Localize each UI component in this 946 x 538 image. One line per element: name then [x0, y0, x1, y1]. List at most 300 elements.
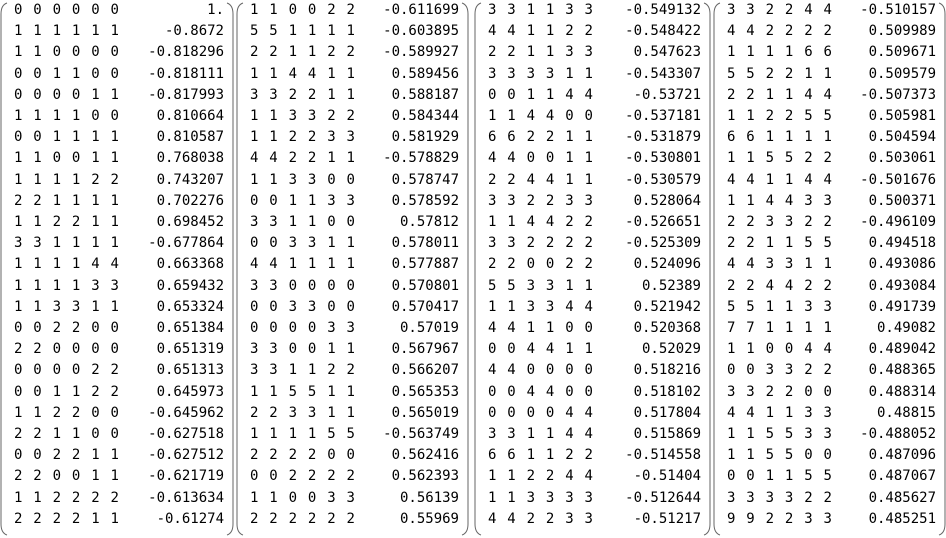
value-cell: -0.525309: [625, 235, 701, 252]
index-cell: 3: [269, 362, 278, 379]
value-cell: 0.485627: [868, 489, 936, 506]
matrix-block-1: [0, 0, 234, 538]
value-cell: 0.645973: [156, 383, 224, 400]
index-cell: 2: [784, 2, 794, 18]
index-cell: 4: [584, 298, 593, 315]
index-cell: 0: [288, 2, 298, 18]
index-cell: 1: [91, 23, 100, 40]
index-cell: 2: [33, 192, 42, 209]
index-cell: 1: [33, 404, 42, 421]
index-cell: 2: [545, 510, 555, 527]
index-cell: 4: [565, 86, 574, 103]
index-cell: 3: [784, 256, 794, 273]
index-cell: 1: [250, 65, 259, 82]
index-cell: 0: [250, 298, 259, 315]
index-cell: 5: [746, 298, 755, 315]
index-cell: 3: [507, 426, 516, 442]
index-cell: 2: [565, 447, 574, 464]
index-cell: 1: [346, 341, 355, 358]
matrix-row: [236, 466, 469, 487]
index-cell: 1: [346, 235, 355, 252]
index-cell: 0: [288, 489, 298, 506]
index-cell: 1: [526, 426, 536, 442]
index-cell: 1: [545, 44, 555, 61]
index-cell: 0: [307, 2, 317, 18]
index-cell: 3: [250, 362, 259, 379]
index-cell: 4: [545, 341, 555, 358]
matrix-row: [474, 42, 711, 63]
index-cell: 2: [545, 235, 555, 252]
matrix-row: [0, 509, 234, 530]
matrix-row: [713, 318, 946, 339]
index-cell: 2: [727, 277, 736, 294]
index-cell: 0: [507, 383, 516, 400]
index-cell: 5: [746, 65, 755, 82]
index-cell: 5: [784, 426, 794, 442]
index-cell: 2: [307, 447, 317, 464]
index-cell: 2: [784, 108, 794, 124]
value-cell: 0.521942: [633, 298, 701, 315]
index-cell: 0: [14, 383, 23, 400]
matrix-row: [713, 42, 946, 63]
matrix-row: [236, 191, 469, 212]
matrix-row: [474, 21, 711, 42]
value-cell: -0.589927: [383, 44, 459, 61]
matrix-row: [713, 21, 946, 42]
index-cell: 3: [804, 510, 813, 527]
matrix-row: [236, 127, 469, 148]
matrix-row: [713, 106, 946, 127]
index-cell: 4: [91, 256, 100, 273]
index-cell: 2: [52, 320, 62, 336]
index-cell: 2: [765, 510, 775, 527]
index-cell: 3: [565, 2, 574, 18]
index-cell: 1: [727, 341, 736, 358]
matrix-row: [236, 403, 469, 424]
index-cell: 0: [584, 383, 593, 400]
index-cell: 1: [545, 320, 555, 336]
matrix-row: [0, 445, 234, 466]
value-cell: 0.488314: [868, 383, 936, 400]
index-cell: 1: [565, 129, 574, 146]
index-cell: 4: [584, 426, 593, 442]
matrix-row: [713, 254, 946, 275]
index-cell: 1: [545, 23, 555, 40]
index-cell: 3: [746, 489, 755, 506]
index-cell: 2: [14, 341, 23, 358]
index-cell: 1: [288, 192, 298, 209]
index-cell: 0: [288, 320, 298, 336]
value-cell: 0.493086: [868, 256, 936, 273]
index-cell: 6: [823, 44, 832, 61]
index-cell: 5: [784, 150, 794, 167]
index-cell: 0: [14, 86, 23, 103]
index-cell: 3: [584, 510, 593, 527]
index-cell: 1: [250, 171, 259, 188]
value-cell: -0.531879: [625, 129, 701, 146]
value-cell: 0.810587: [156, 129, 224, 146]
index-cell: 2: [488, 44, 497, 61]
value-cell: -0.548422: [625, 23, 701, 40]
matrix-row: [236, 254, 469, 275]
index-cell: 1: [584, 277, 593, 294]
index-cell: 1: [71, 277, 81, 294]
index-cell: 4: [507, 362, 516, 379]
index-cell: 1: [33, 277, 42, 294]
index-cell: 3: [804, 426, 813, 442]
value-cell: 0.588187: [391, 86, 459, 103]
index-cell: 1: [307, 214, 317, 230]
index-cell: 3: [327, 192, 336, 209]
index-cell: 2: [507, 256, 516, 273]
index-cell: 1: [52, 192, 62, 209]
index-cell: 3: [488, 2, 497, 18]
value-cell: 0.589456: [391, 65, 459, 82]
value-cell: 0.547623: [633, 44, 701, 61]
index-cell: 0: [307, 489, 317, 506]
index-cell: 0: [110, 341, 119, 358]
index-cell: 4: [526, 383, 536, 400]
value-cell: 0.577887: [391, 256, 459, 273]
index-cell: 2: [327, 468, 336, 485]
index-cell: 1: [746, 44, 755, 61]
index-cell: 2: [71, 489, 81, 506]
index-cell: 2: [288, 468, 298, 485]
index-cell: 3: [823, 426, 832, 442]
matrix-row: [713, 127, 946, 148]
index-cell: 0: [565, 383, 574, 400]
index-cell: 4: [545, 108, 555, 124]
index-cell: 1: [507, 108, 516, 124]
index-cell: 0: [110, 320, 119, 336]
value-cell: -0.530579: [625, 171, 701, 188]
value-cell: 0.503061: [868, 150, 936, 167]
matrix-row: [0, 382, 234, 403]
index-cell: 2: [14, 192, 23, 209]
index-cell: 3: [71, 298, 81, 315]
value-cell: -0.514558: [625, 447, 701, 464]
index-cell: 2: [823, 23, 832, 40]
index-cell: 2: [327, 2, 336, 18]
index-cell: 0: [52, 362, 62, 379]
index-cell: 3: [346, 489, 355, 506]
value-cell: 0.520368: [633, 320, 701, 336]
index-cell: 0: [91, 65, 100, 82]
index-cell: 1: [110, 150, 119, 167]
index-cell: 1: [765, 129, 775, 146]
matrix-row: [474, 360, 711, 381]
index-cell: 5: [804, 235, 813, 252]
matrix-row: [713, 148, 946, 169]
matrix-row: [0, 148, 234, 169]
value-cell: 0.565019: [391, 404, 459, 421]
index-cell: 1: [52, 23, 62, 40]
index-cell: 0: [14, 65, 23, 82]
index-cell: 1: [784, 468, 794, 485]
index-cell: 1: [110, 298, 119, 315]
index-cell: 2: [288, 150, 298, 167]
index-cell: 1: [288, 44, 298, 61]
index-cell: 0: [545, 256, 555, 273]
index-cell: 1: [250, 426, 259, 442]
index-cell: 0: [307, 341, 317, 358]
matrix-row: [474, 382, 711, 403]
index-cell: 3: [746, 2, 755, 18]
index-cell: 1: [14, 23, 23, 40]
value-cell: 0.505981: [868, 108, 936, 124]
index-cell: 0: [110, 2, 119, 18]
index-cell: 1: [91, 235, 100, 252]
index-cell: 4: [584, 86, 593, 103]
index-cell: 1: [91, 447, 100, 464]
index-cell: 3: [307, 171, 317, 188]
index-cell: 1: [526, 320, 536, 336]
index-cell: 1: [823, 256, 832, 273]
value-cell: -0.563749: [383, 426, 459, 442]
index-cell: 1: [584, 65, 593, 82]
matrix-row: [713, 339, 946, 360]
index-cell: 2: [584, 256, 593, 273]
index-cell: 2: [33, 426, 42, 442]
index-cell: 0: [346, 171, 355, 188]
index-cell: 1: [804, 256, 813, 273]
index-cell: 2: [584, 447, 593, 464]
value-cell: 0.509579: [868, 65, 936, 82]
index-cell: 1: [14, 214, 23, 230]
matrix-row: [713, 466, 946, 487]
index-cell: 4: [507, 23, 516, 40]
matrix-row: [0, 21, 234, 42]
matrix-block-2: [236, 0, 469, 538]
matrix-row: [0, 297, 234, 318]
index-cell: 3: [269, 214, 278, 230]
index-cell: 3: [14, 235, 23, 252]
index-cell: 1: [488, 468, 497, 485]
index-cell: 3: [288, 404, 298, 421]
value-cell: -0.496109: [860, 214, 936, 230]
index-cell: 3: [565, 192, 574, 209]
matrix-row: [236, 21, 469, 42]
index-cell: 0: [346, 298, 355, 315]
matrix-row: [236, 488, 469, 509]
index-cell: 3: [288, 235, 298, 252]
index-cell: 2: [346, 108, 355, 124]
index-cell: 4: [526, 341, 536, 358]
matrix-row: [474, 318, 711, 339]
matrix-row: [236, 276, 469, 297]
index-cell: 0: [488, 404, 497, 421]
matrix-row: [474, 64, 711, 85]
index-cell: 4: [804, 171, 813, 188]
value-cell: -0.510157: [860, 2, 936, 18]
index-cell: 1: [250, 383, 259, 400]
index-cell: 3: [727, 383, 736, 400]
value-cell: 0.528064: [633, 192, 701, 209]
index-cell: 4: [545, 171, 555, 188]
index-cell: 3: [823, 404, 832, 421]
index-cell: 1: [565, 341, 574, 358]
index-cell: 3: [545, 298, 555, 315]
index-cell: 0: [327, 277, 336, 294]
index-cell: 1: [14, 256, 23, 273]
index-cell: 3: [565, 510, 574, 527]
index-cell: 0: [346, 277, 355, 294]
index-cell: 0: [52, 44, 62, 61]
index-cell: 0: [584, 108, 593, 124]
index-cell: 0: [71, 468, 81, 485]
index-cell: 3: [110, 277, 119, 294]
index-cell: 1: [488, 108, 497, 124]
index-cell: 3: [346, 320, 355, 336]
index-cell: 1: [346, 383, 355, 400]
index-cell: 0: [727, 468, 736, 485]
index-cell: 1: [526, 23, 536, 40]
matrix-row: [0, 318, 234, 339]
index-cell: 1: [784, 404, 794, 421]
index-cell: 2: [584, 23, 593, 40]
index-cell: 2: [288, 447, 298, 464]
index-cell: 2: [307, 468, 317, 485]
value-cell: -0.61274: [156, 510, 224, 527]
index-cell: 1: [727, 108, 736, 124]
index-cell: 1: [784, 298, 794, 315]
value-cell: 0.487067: [868, 468, 936, 485]
matrix-row: [474, 106, 711, 127]
index-cell: 0: [33, 383, 42, 400]
index-cell: 2: [545, 468, 555, 485]
index-cell: 4: [784, 192, 794, 209]
matrix-row: [236, 445, 469, 466]
index-cell: 3: [727, 489, 736, 506]
index-cell: 2: [71, 214, 81, 230]
index-cell: 0: [110, 426, 119, 442]
index-cell: 6: [507, 129, 516, 146]
index-cell: 4: [565, 426, 574, 442]
value-cell: 0.578011: [391, 235, 459, 252]
index-cell: 1: [526, 44, 536, 61]
index-cell: 0: [52, 468, 62, 485]
value-cell: -0.507373: [860, 86, 936, 103]
index-cell: 4: [488, 150, 497, 167]
index-cell: 2: [565, 214, 574, 230]
matrix-row: [236, 360, 469, 381]
index-cell: 4: [507, 320, 516, 336]
index-cell: 1: [565, 277, 574, 294]
index-cell: 6: [507, 447, 516, 464]
index-cell: 1: [71, 129, 81, 146]
index-cell: 3: [765, 256, 775, 273]
value-cell: 0.566207: [391, 362, 459, 379]
value-cell: -0.51404: [633, 468, 701, 485]
index-cell: 4: [765, 192, 775, 209]
index-cell: 0: [250, 192, 259, 209]
index-cell: 3: [269, 341, 278, 358]
index-cell: 5: [269, 23, 278, 40]
value-cell: 0.562393: [391, 468, 459, 485]
index-cell: 1: [746, 192, 755, 209]
matrix-row: [713, 403, 946, 424]
value-cell: -0.677864: [148, 235, 224, 252]
index-cell: 1: [110, 23, 119, 40]
index-cell: 2: [526, 129, 536, 146]
index-cell: 1: [14, 277, 23, 294]
value-cell: -0.512644: [625, 489, 701, 506]
matrix-row: [713, 85, 946, 106]
index-cell: 0: [288, 277, 298, 294]
index-cell: 3: [545, 277, 555, 294]
index-cell: 1: [14, 44, 23, 61]
value-cell: -0.8672: [164, 23, 224, 40]
index-cell: 5: [727, 65, 736, 82]
index-cell: 1: [584, 150, 593, 167]
index-cell: 2: [327, 44, 336, 61]
matrix-row: [713, 297, 946, 318]
index-cell: 1: [584, 341, 593, 358]
matrix-row: [474, 254, 711, 275]
index-cell: 2: [727, 235, 736, 252]
matrix-row: [0, 403, 234, 424]
index-cell: 1: [545, 86, 555, 103]
index-cell: 1: [52, 383, 62, 400]
value-cell: 0.494518: [868, 235, 936, 252]
index-cell: 1: [269, 426, 278, 442]
index-cell: 1: [307, 426, 317, 442]
index-cell: 1: [727, 447, 736, 464]
index-cell: 1: [746, 341, 755, 358]
index-cell: 2: [52, 404, 62, 421]
index-cell: 4: [727, 256, 736, 273]
index-cell: 2: [507, 171, 516, 188]
index-cell: 1: [327, 235, 336, 252]
index-cell: 1: [784, 320, 794, 336]
index-cell: 2: [823, 150, 832, 167]
index-cell: 0: [784, 341, 794, 358]
index-cell: 2: [346, 44, 355, 61]
index-cell: 1: [91, 214, 100, 230]
index-cell: 1: [765, 468, 775, 485]
index-cell: 1: [307, 192, 317, 209]
index-cell: 1: [765, 404, 775, 421]
index-cell: 1: [507, 214, 516, 230]
matrix-row: [713, 360, 946, 381]
index-cell: 3: [327, 489, 336, 506]
index-cell: 1: [307, 362, 317, 379]
index-cell: 1: [488, 214, 497, 230]
index-cell: 4: [823, 2, 832, 18]
index-cell: 5: [823, 108, 832, 124]
value-cell: 0.698452: [156, 214, 224, 230]
index-cell: 2: [33, 341, 42, 358]
matrix-row: [0, 276, 234, 297]
index-cell: 2: [250, 404, 259, 421]
index-cell: 3: [488, 426, 497, 442]
index-cell: 0: [110, 65, 119, 82]
index-cell: 2: [307, 129, 317, 146]
index-cell: 2: [526, 192, 536, 209]
index-cell: 2: [71, 510, 81, 527]
index-cell: 2: [804, 489, 813, 506]
matrix-row: [236, 170, 469, 191]
index-cell: 3: [507, 2, 516, 18]
index-cell: 2: [110, 383, 119, 400]
value-cell: -0.611699: [383, 2, 459, 18]
matrix-row: [0, 127, 234, 148]
index-cell: 2: [804, 277, 813, 294]
index-cell: 2: [327, 510, 336, 527]
index-cell: 0: [746, 468, 755, 485]
index-cell: 0: [526, 150, 536, 167]
index-cell: 2: [71, 404, 81, 421]
